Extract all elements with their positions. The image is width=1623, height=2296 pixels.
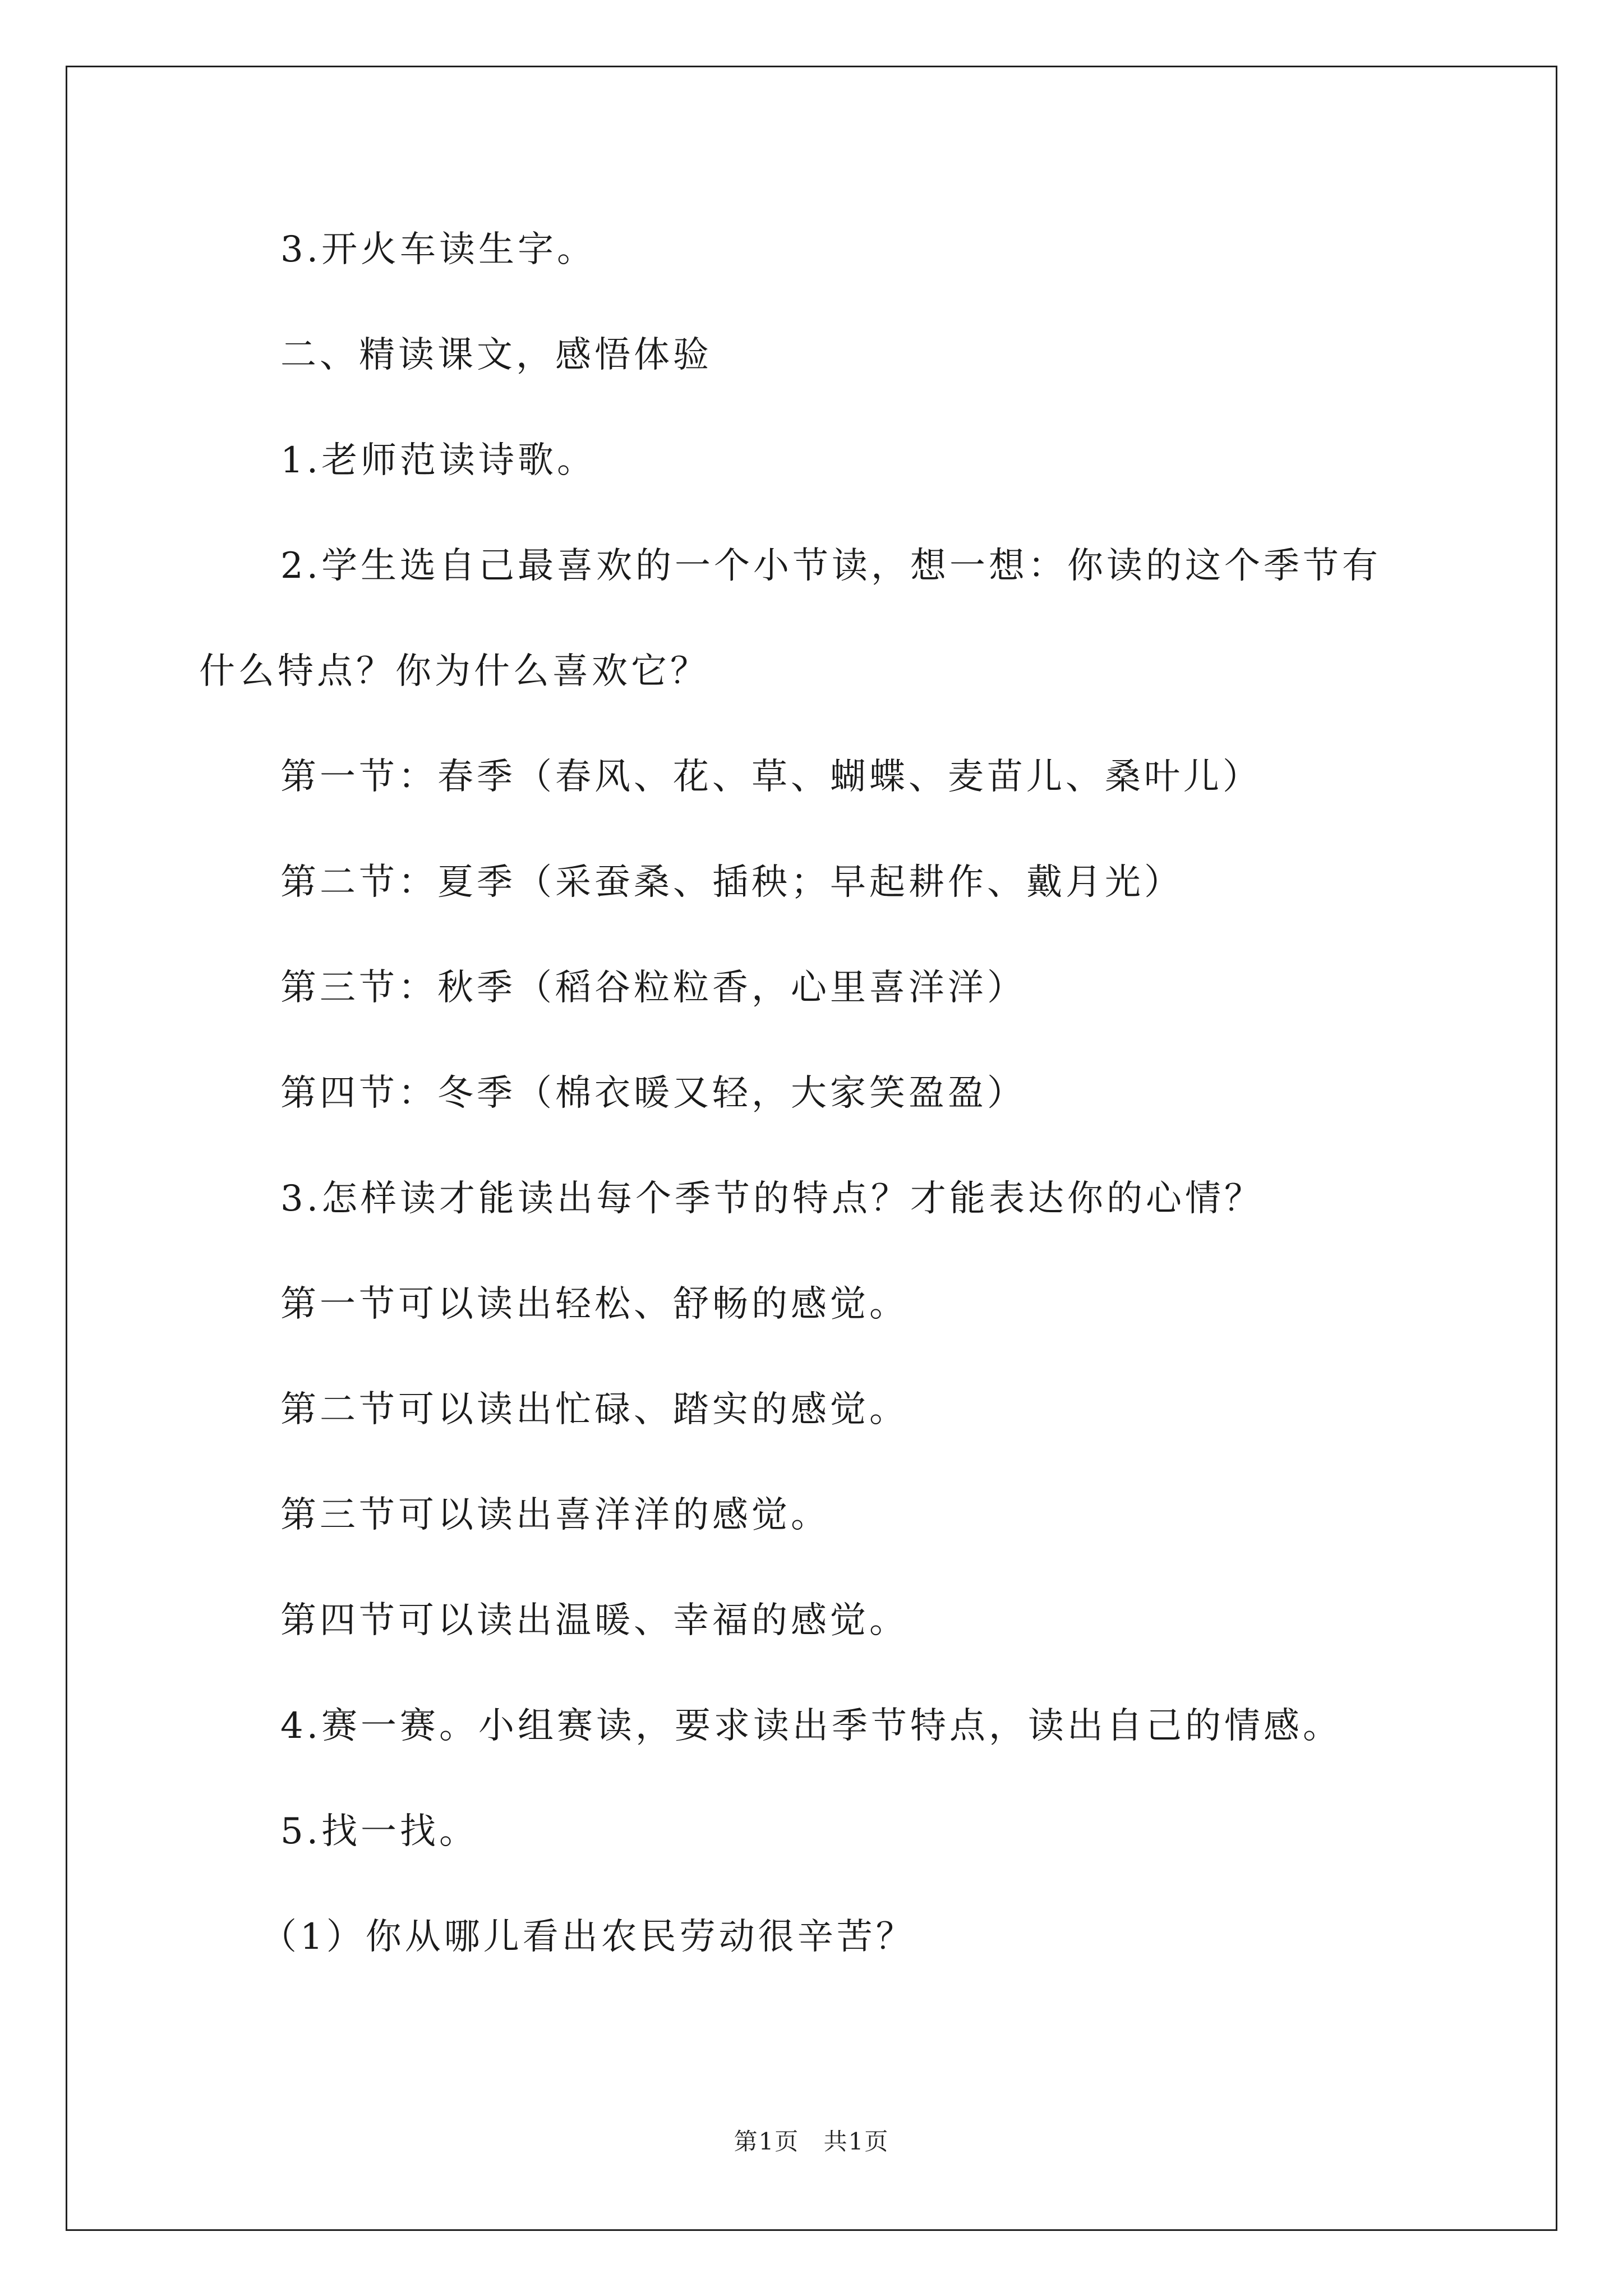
text-line: 第一节：春季（春风、花、草、蝴蝶、麦苗儿、桑叶儿） — [280, 756, 1262, 798]
text-line: （1）你从哪儿看出农民劳动很辛苦？ — [261, 1916, 915, 1958]
text-line: 第一节可以读出轻松、舒畅的感觉。 — [280, 1283, 909, 1325]
text-line: 第二节可以读出忙碌、踏实的感觉。 — [280, 1389, 909, 1430]
text-line: 第四节可以读出温暖、幸福的感觉。 — [280, 1600, 909, 1641]
text-line: 什么特点？你为什么喜欢它？ — [199, 651, 709, 692]
page-footer — [0, 2126, 1623, 2157]
text-line: 第三节：秋季（稻谷粒粒香，心里喜洋洋） — [280, 967, 1026, 1009]
text-line: 3.怎样读才能读出每个季节的特点？才能表达你的心情？ — [280, 1178, 1264, 1220]
section-heading: 二、精读课文，感悟体验 — [280, 334, 712, 376]
text-line: 5.找一找。 — [280, 1811, 479, 1852]
text-line: 2.学生选自己最喜欢的一个小节读，想一想：你读的这个季节有 — [280, 545, 1382, 587]
page-number-total: 共1页 — [823, 2128, 889, 2155]
text-line: 第二节：夏季（采蚕桑、插秧；早起耕作、戴月光） — [280, 862, 1183, 903]
text-line: 4.赛一赛。小组赛读，要求读出季节特点，读出自己的情感。 — [280, 1705, 1343, 1747]
text-line: 第三节可以读出喜洋洋的感觉。 — [280, 1494, 830, 1536]
text-line: 1.老师范读诗歌。 — [280, 440, 597, 481]
page-number-current: 第1页 — [734, 2128, 800, 2155]
page-border — [66, 66, 1557, 2231]
text-line: 3.开火车读生字。 — [280, 229, 597, 270]
text-line: 第四节：冬季（棉衣暖又轻，大家笑盈盈） — [280, 1073, 1026, 1114]
